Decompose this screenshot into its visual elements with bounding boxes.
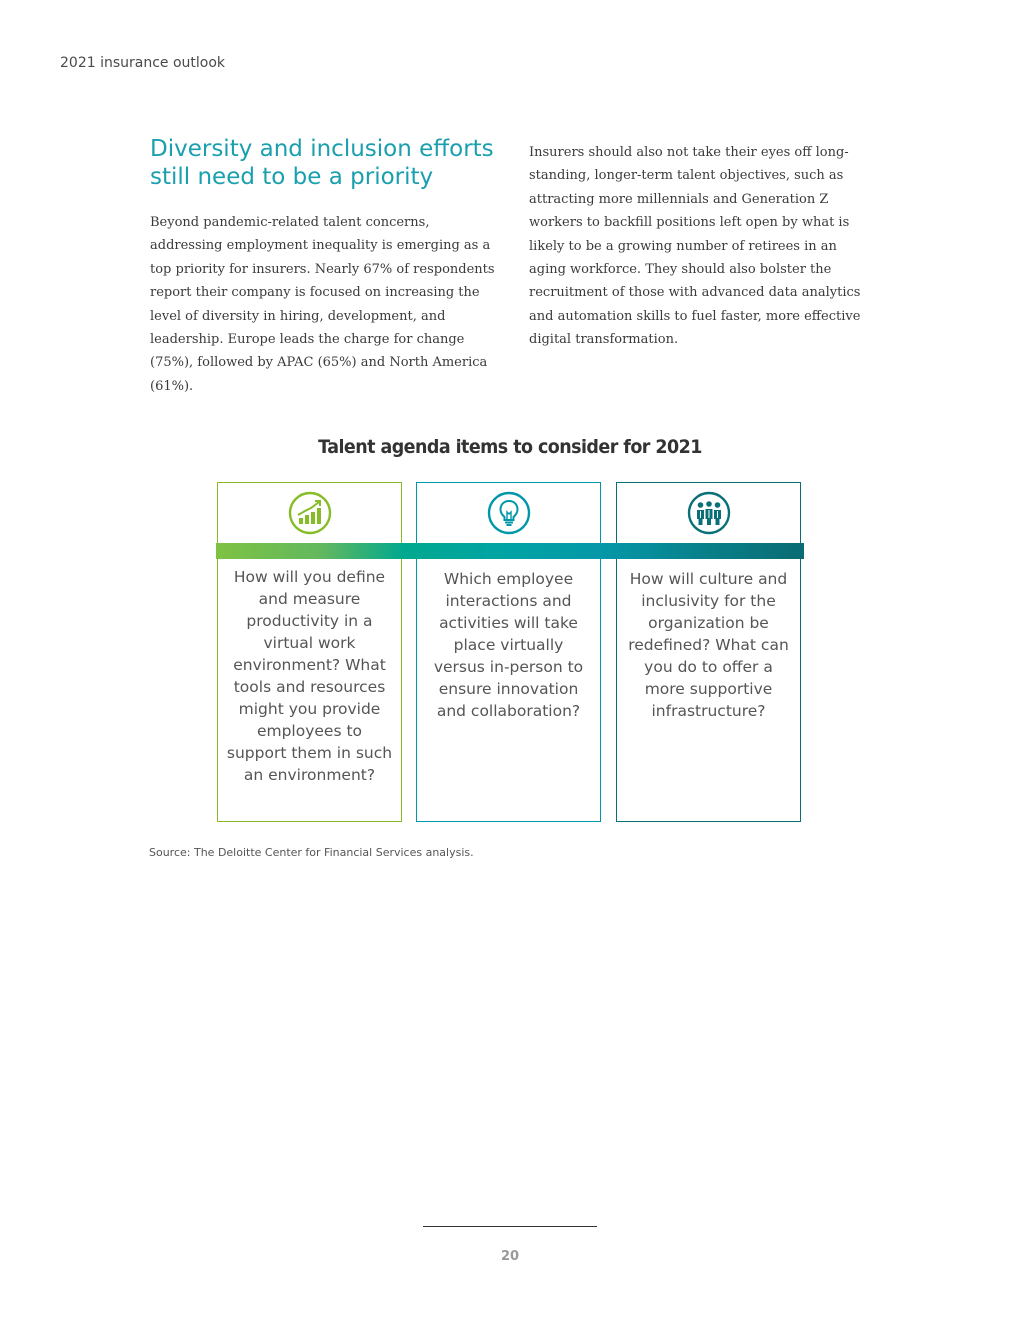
section-heading: Diversity and inclusion efforts still need to be a priority xyxy=(150,136,494,190)
figure-title: Talent agenda items to consider for 2021 xyxy=(318,436,702,458)
footer-rule xyxy=(423,1226,597,1227)
agenda-card-interactions xyxy=(416,482,601,822)
left-paragraph: Beyond pandemic-related talent concerns, addressing employment inequality is emerging as a top priority for insurers. Nearly 67% of respondents report their company is focused on increasing the level of diversity in hiring, development, and leadership. Europe leads the charge for change (75%), followed by APAC (65%) and North America (61%). xyxy=(150,215,495,394)
people-group-icon xyxy=(687,491,731,535)
figure-source: Source: The Deloitte Center for Financial Services analysis. xyxy=(149,846,474,859)
card-text: How will you define and measure productivity in a virtual work environment? What tools and resources might you provide employees to support them in such an environment? xyxy=(226,568,393,784)
right-paragraph: Insurers should also not take their eyes off long-standing, longer-term talent objectives, such as attracting more millennials and Generation Z workers to backfill positions left open by what is likely to be a growing number of retirees in an aging workforce. They should also bolster the recruitment of those with advanced data analytics and automation skills to fuel faster, more effective digital transformation. xyxy=(529,145,861,348)
page-number: 20 xyxy=(500,1249,520,1264)
card-text: Which employee interactions and activities will take place virtually versus in-person to ensure innovation and collaboration? xyxy=(433,570,584,720)
card-text: How will culture and inclusivity for the organization be redefined? What can you do to offer a more supportive infrastructure? xyxy=(628,570,789,720)
growth-chart-icon xyxy=(288,491,332,535)
running-header: 2021 insurance outlook xyxy=(60,55,226,71)
lightbulb-icon xyxy=(487,491,531,535)
gradient-divider-bar xyxy=(216,543,804,559)
agenda-card-culture xyxy=(616,482,801,822)
agenda-card-productivity xyxy=(217,482,402,822)
